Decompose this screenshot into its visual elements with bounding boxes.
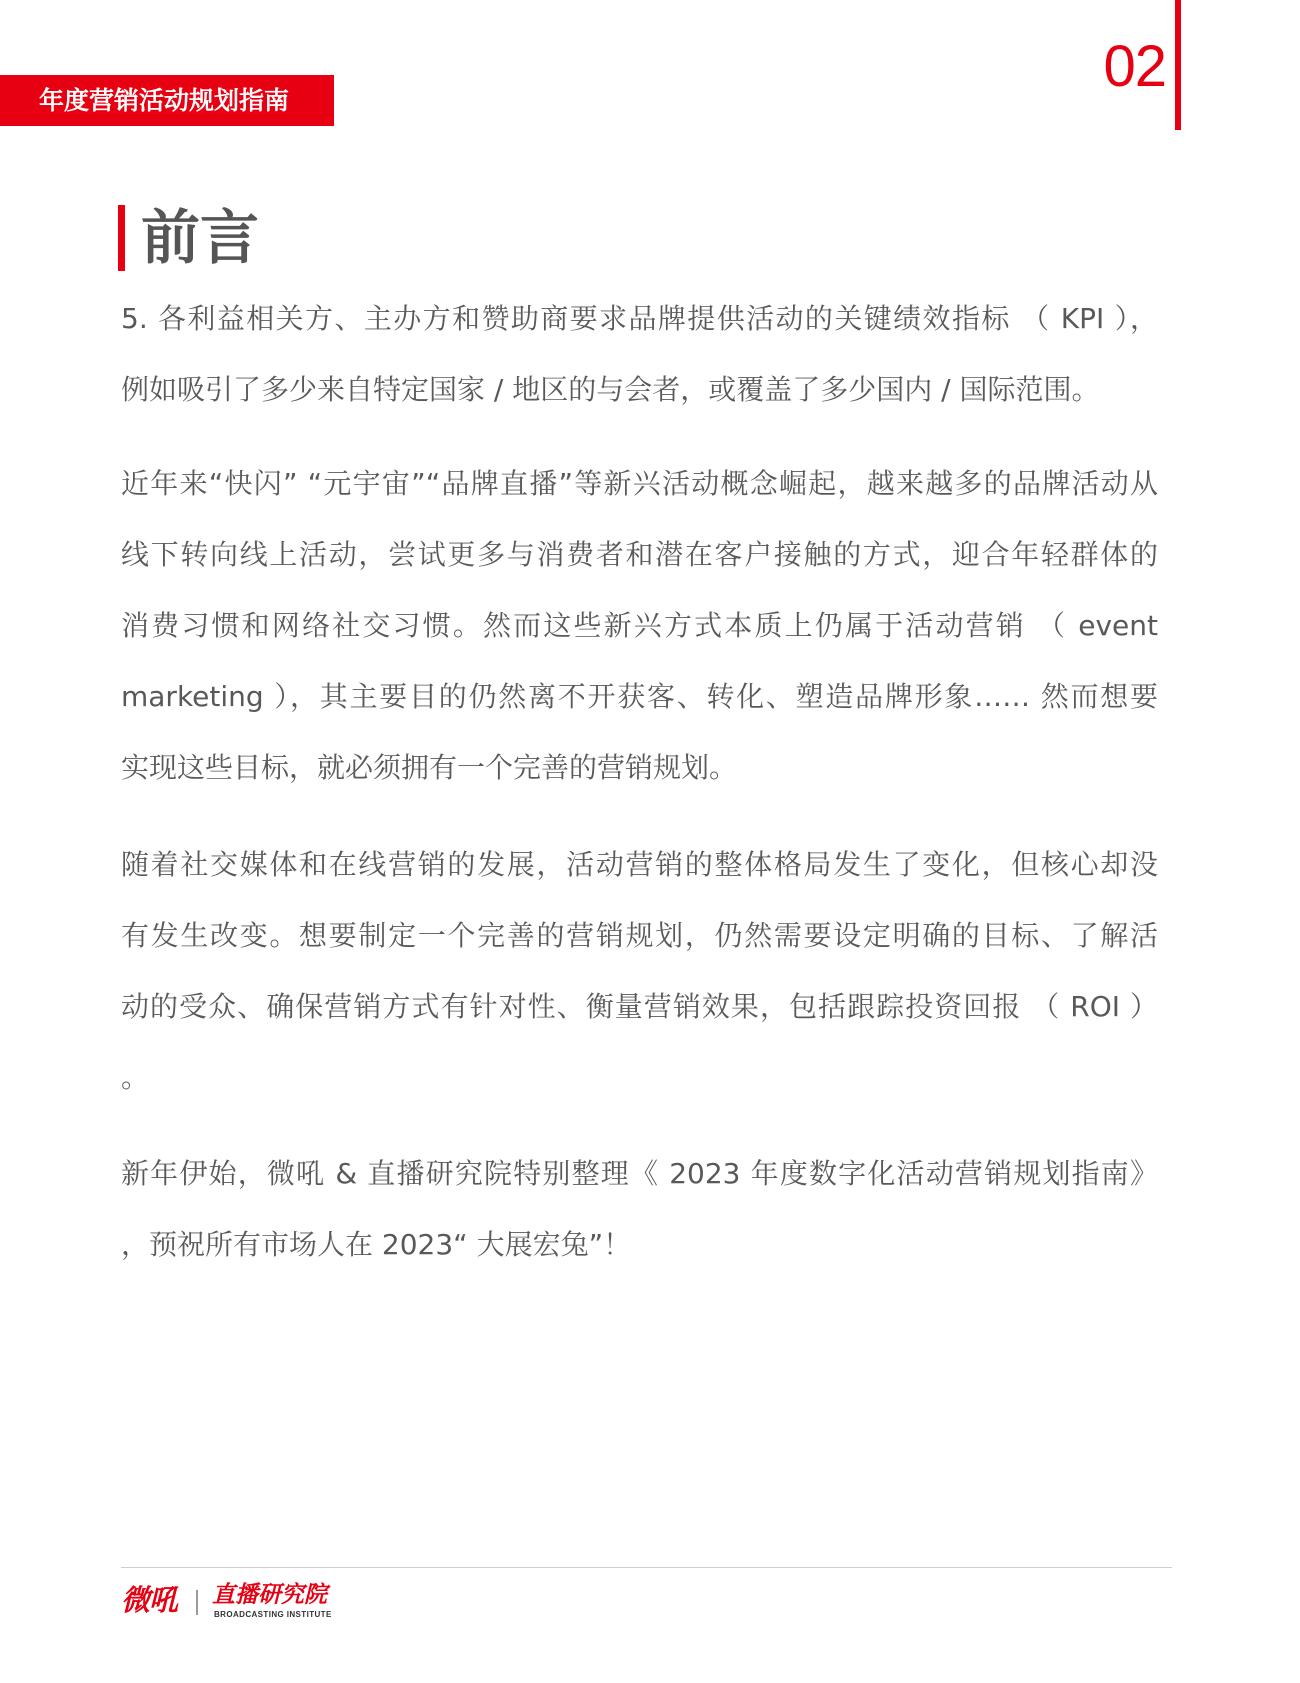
paragraph-line: 例如吸引了多少来自特定国家 / 地区的与会者，或覆盖了多少国内 / 国际范围。 — [121, 373, 1100, 406]
footer-divider — [121, 1567, 1172, 1568]
logo-separator — [196, 1590, 198, 1615]
preface-paragraph-4 — [121, 1138, 1158, 1280]
paragraph-line: marketing ），其主要目的仍然离不开获客、转化、塑造品牌形象…… 然而想要 — [121, 680, 1158, 713]
heading-accent-bar — [118, 205, 125, 271]
banner-title: 年度营销活动规划指南 — [39, 86, 290, 115]
logo-institute-en-text: BROADCASTING INSTITUTE — [214, 1610, 332, 1619]
preface-paragraph-1 — [121, 283, 1158, 425]
paragraph-line: 线下转向线上活动，尝试更多与消费者和潜在客户接触的方式，迎合年轻群体的 — [121, 538, 1158, 571]
paragraph-line: ，预祝所有市场人在 2023“ 大展宏兔”！ — [121, 1228, 632, 1261]
paragraph-line: 实现这些目标，就必须拥有一个完善的营销规划。 — [121, 751, 738, 784]
preface-paragraph-2 — [121, 448, 1158, 803]
logo-institute-text: 直播研究院 — [212, 1582, 327, 1608]
section-title: 前言 — [141, 203, 260, 272]
preface-paragraph-3 — [121, 829, 1158, 1113]
header-banner — [0, 75, 334, 126]
paragraph-line: 近年来“快闪” “元宇宙”“品牌直播”等新兴活动概念崛起，越来越多的品牌活动从 — [121, 467, 1158, 500]
corner-accent-bar — [1175, 0, 1181, 130]
logo-brand-text: 微吼 — [121, 1583, 178, 1617]
paragraph-line: 新年伊始，微吼 & 直播研究院特别整理《 2023 年度数字化活动营销规划指南》 — [121, 1157, 1158, 1190]
paragraph-line: 动的受众、确保营销方式有针对性、衡量营销效果，包括跟踪投资回报 （ ROI ） — [121, 990, 1158, 1023]
paragraph-line: 有发生改变。想要制定一个完善的营销规划，仍然需要设定明确的目标、了解活 — [121, 919, 1158, 952]
paragraph-line: 消费习惯和网络社交习惯。然而这些新兴方式本质上仍属于活动营销 （ event — [121, 609, 1158, 642]
paragraph-line: 随着社交媒体和在线营销的发展，活动营销的整体格局发生了变化，但核心却没 — [121, 848, 1158, 881]
paragraph-line: 。 — [121, 1061, 150, 1094]
page-number: 02 — [1103, 34, 1166, 99]
paragraph-line: 5. 各利益相关方、主办方和赞助商要求品牌提供活动的关键绩效指标 （ KPI ）， — [121, 302, 1158, 335]
